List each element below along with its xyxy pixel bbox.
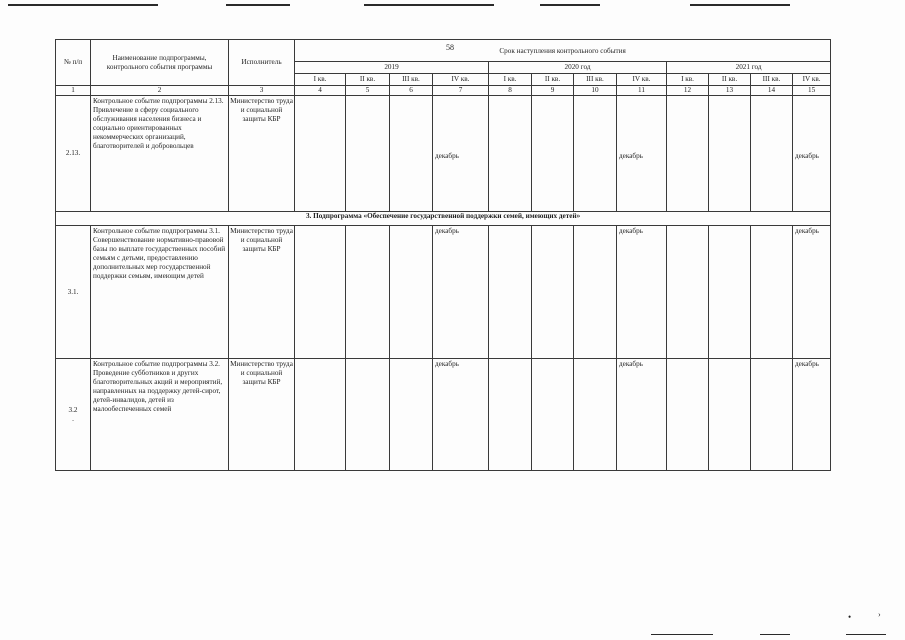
event-executor: Министерство труда и социальной защиты КБР [229,226,295,359]
scan-mark [760,634,790,635]
event-cell [489,359,532,471]
num-col-header: № п/п [56,40,91,86]
event-cell [709,226,751,359]
event-cell [667,359,709,471]
scan-mark [690,4,790,6]
scan-mark [8,4,158,6]
row-number: 2.13. [56,96,91,212]
event-cell [532,226,574,359]
column-number-row [56,86,831,96]
event-cell [709,96,751,212]
col-number: 10 [574,86,617,96]
event-month: декабрь [795,360,819,368]
col-number: 5 [346,86,390,96]
event-month: декабрь [619,360,643,368]
col-number: 4 [295,86,346,96]
header-row [56,40,831,62]
year-2019: 2019 [295,62,489,74]
scan-mark [846,634,886,635]
event-name: Контрольное событие подпрограммы 3.1. Совершенствование нормативно-правовой базы по выплате государственных пособий семьям с детьми, предоставлению дополнительных мер государственной поддержки семьям, имеющим детей [91,226,229,359]
event-month: декабрь [795,152,819,160]
event-cell [617,226,667,359]
col-number: 15 [793,86,831,96]
event-cell [390,359,433,471]
event-cell [751,359,793,471]
quarter-cell: II кв. [709,74,751,86]
event-month: декабрь [435,360,459,368]
col-number: 13 [709,86,751,96]
event-executor: Министерство труда и социальной защиты КБР [229,359,295,471]
event-cell [793,359,831,471]
scan-mark [226,4,290,6]
quarter-cell: I кв. [667,74,709,86]
quarter-cell: IV кв. [617,74,667,86]
deadline-col-header: Срок наступления контрольного события [295,40,831,62]
event-cell [574,96,617,212]
event-cell [709,359,751,471]
event-cell [295,359,346,471]
col-number: 8 [489,86,532,96]
col-number: 1 [56,86,91,96]
col-number: 14 [751,86,793,96]
row-number-suffix: . [72,414,74,423]
event-cell [295,96,346,212]
event-cell [617,96,667,212]
row-number: 3.1. [56,226,91,359]
event-cell [532,96,574,212]
row-number [56,359,91,471]
event-cell [793,96,831,212]
scan-mark [540,4,600,6]
table-row [56,226,831,359]
event-cell [346,226,390,359]
scan-mark [651,634,713,635]
quarter-cell: II кв. [346,74,390,86]
event-cell [617,359,667,471]
event-cell [390,96,433,212]
event-cell [667,96,709,212]
event-month: декабрь [435,152,459,160]
event-cell [433,226,489,359]
quarter-cell: I кв. [295,74,346,86]
col-number: 12 [667,86,709,96]
col-number: 6 [390,86,433,96]
quarter-cell: III кв. [390,74,433,86]
col-number: 2 [91,86,229,96]
executor-col-header: Исполнитель [229,40,295,86]
event-cell [346,96,390,212]
col-number: 9 [532,86,574,96]
section-title: 3. Подпрограмма «Обеспечение государственной поддержки семей, имеющих детей» [56,212,831,226]
event-executor: Министерство труда и социальной защиты КБР [229,96,295,212]
event-cell [751,226,793,359]
name-col-header: Наименование подпрограммы, контрольного события программы [91,40,229,86]
quarter-cell: I кв. [489,74,532,86]
quarter-cell: II кв. [532,74,574,86]
scan-speck: › [878,610,881,619]
page-number: 58 [446,43,454,52]
event-cell [667,226,709,359]
col-number: 7 [433,86,489,96]
quarter-cell: IV кв. [433,74,489,86]
quarter-cell: IV кв. [793,74,831,86]
section-row [56,212,831,226]
event-cell [751,96,793,212]
col-number: 11 [617,86,667,96]
event-month: декабрь [435,227,459,235]
quarter-cell: III кв. [574,74,617,86]
row-number-text: 3.2 [68,405,78,414]
event-cell [793,226,831,359]
event-cell [489,226,532,359]
event-cell [489,96,532,212]
event-month: декабрь [795,227,819,235]
quarter-cell: III кв. [751,74,793,86]
event-cell [433,96,489,212]
event-cell [574,359,617,471]
event-cell [574,226,617,359]
event-cell [390,226,433,359]
event-month: декабрь [619,227,643,235]
event-name: Контрольное событие подпрограммы 3.2. Проведение субботников и других благотворительных акций и мероприятий, направленных на поддержку детей-сирот, детей-инвалидов, детей из малообеспеченных семей [91,359,229,471]
table-row [56,96,831,212]
scan-mark [364,4,494,6]
event-cell [346,359,390,471]
event-month: декабрь [619,152,643,160]
scan-speck: • [848,612,852,622]
control-events-table [55,39,831,471]
event-cell [433,359,489,471]
table-row [56,359,831,471]
col-number: 3 [229,86,295,96]
year-2020: 2020 год [489,62,667,74]
event-name: Контрольное событие подпрограммы 2.13. Привлечение в сферу социального обслуживания населения бизнеса и социально ориентированных некоммерческих организаций, благотворителей и добровольцев [91,96,229,212]
event-cell [532,359,574,471]
event-cell [295,226,346,359]
year-2021: 2021 год [667,62,831,74]
